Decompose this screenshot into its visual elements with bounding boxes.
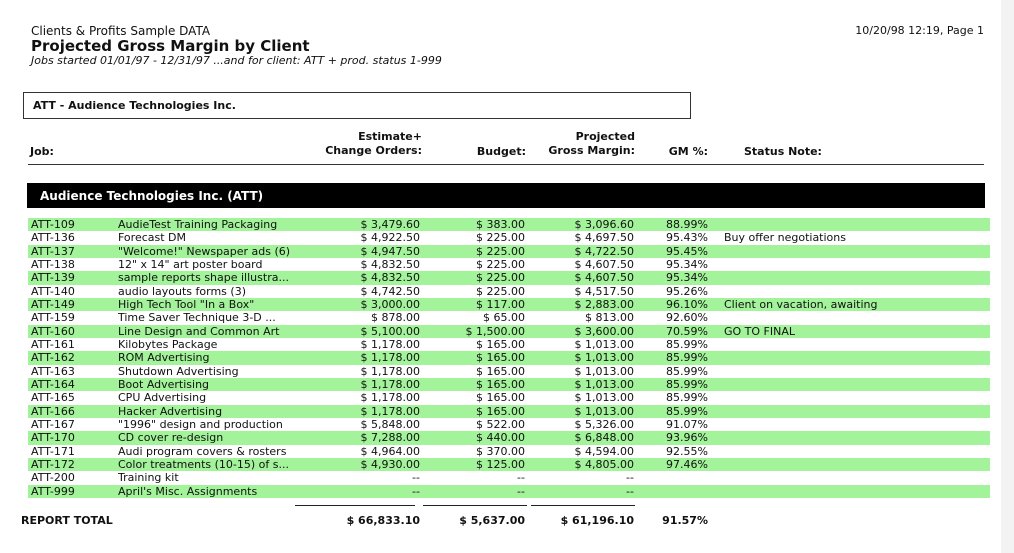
status-note-cell: Buy offer negotiations — [724, 231, 846, 245]
projected-margin-cell: $ 4,722.50 — [574, 244, 634, 258]
estimate-cell: $ 1,178.00 — [360, 364, 420, 378]
budget-cell: $ 125.00 — [476, 457, 525, 471]
estimate-cell: $ 1,178.00 — [360, 391, 420, 405]
gm-pct-cell: 95.34% — [666, 257, 708, 271]
budget-cell: $ 165.00 — [476, 351, 525, 365]
col-pgm-line2: Gross Margin: — [548, 144, 635, 157]
projected-margin-cell: $ 4,594.00 — [574, 444, 634, 458]
budget-cell: $ 370.00 — [476, 444, 525, 458]
budget-cell: -- — [517, 471, 525, 485]
projected-margin-cell: $ 3,600.00 — [574, 324, 634, 338]
job-cell: ATT-109 — [31, 218, 75, 231]
job-cell: ATT-163 — [31, 364, 75, 378]
job-table — [28, 218, 990, 498]
estimate-cell: $ 1,178.00 — [360, 404, 420, 418]
job-cell: ATT-137 — [31, 244, 75, 258]
gm-pct-cell: 91.07% — [666, 417, 708, 431]
projected-margin-cell: $ 3,096.60 — [574, 218, 634, 231]
estimate-cell: $ 878.00 — [371, 311, 420, 325]
description-cell: Kilobytes Package — [118, 337, 218, 351]
description-cell: Training kit — [118, 471, 179, 485]
table-row — [28, 445, 990, 458]
job-cell: ATT-149 — [31, 297, 75, 311]
total-pgm: $ 61,196.10 — [560, 514, 634, 527]
estimate-cell: $ 4,832.50 — [360, 271, 420, 285]
client-banner-label: Audience Technologies Inc. (ATT) — [40, 189, 264, 203]
budget-cell: $ 165.00 — [476, 404, 525, 418]
description-cell: AudieTest Training Packaging — [118, 218, 278, 231]
table-row — [28, 218, 990, 231]
estimate-cell: $ 1,178.00 — [360, 337, 420, 351]
estimate-cell: $ 4,947.50 — [360, 244, 420, 258]
col-pgm-header — [548, 130, 635, 158]
projected-margin-cell: $ 1,013.00 — [574, 377, 634, 391]
gm-pct-cell: 97.46% — [666, 457, 708, 471]
description-cell: "Welcome!" Newspaper ads (6) — [118, 244, 291, 258]
job-cell: ATT-139 — [31, 271, 75, 285]
col-estimate-line2: Change Orders: — [325, 144, 422, 157]
table-row — [28, 405, 990, 418]
col-job-header: Job: — [30, 145, 54, 158]
table-row — [28, 378, 990, 391]
job-cell: ATT-165 — [31, 391, 75, 405]
client-banner — [27, 183, 985, 208]
description-cell: audio layouts forms (3) — [118, 284, 246, 298]
total-rule-pgm — [531, 505, 635, 506]
budget-cell: $ 165.00 — [476, 337, 525, 351]
description-cell: High Tech Tool "In a Box" — [118, 297, 255, 311]
description-cell: Time Saver Technique 3-D ... — [118, 311, 276, 325]
budget-cell: $ 225.00 — [476, 244, 525, 258]
budget-cell: $ 165.00 — [476, 377, 525, 391]
projected-margin-cell: $ 2,883.00 — [574, 297, 634, 311]
gm-pct-cell: 85.99% — [666, 337, 708, 351]
job-cell: ATT-999 — [31, 484, 75, 498]
job-cell: ATT-164 — [31, 377, 75, 391]
report-total-label: REPORT TOTAL — [21, 514, 113, 527]
company-name: Clients & Profits Sample DATA — [31, 24, 211, 38]
job-cell: ATT-166 — [31, 404, 75, 418]
header-rule — [28, 164, 984, 165]
description-cell: Shutdown Advertising — [118, 364, 239, 378]
description-cell: 12" x 14" art poster board — [118, 257, 263, 271]
estimate-cell: $ 1,178.00 — [360, 377, 420, 391]
table-row — [28, 431, 990, 444]
col-estimate-line1: Estimate+ — [358, 130, 422, 143]
budget-cell: -- — [517, 484, 525, 498]
gm-pct-cell: 85.99% — [666, 404, 708, 418]
total-estimate: $ 66,833.10 — [346, 514, 420, 527]
budget-cell: $ 65.00 — [483, 311, 525, 325]
description-cell: CD cover re-design — [118, 431, 224, 445]
budget-cell: $ 225.00 — [476, 257, 525, 271]
job-cell: ATT-170 — [31, 431, 75, 445]
estimate-cell: $ 5,848.00 — [360, 417, 420, 431]
estimate-cell: $ 7,288.00 — [360, 431, 420, 445]
table-row — [28, 285, 990, 298]
projected-margin-cell: $ 1,013.00 — [574, 351, 634, 365]
budget-cell: $ 165.00 — [476, 364, 525, 378]
gm-pct-cell: 95.34% — [666, 271, 708, 285]
gm-pct-cell: 85.99% — [666, 391, 708, 405]
job-cell: ATT-172 — [31, 457, 75, 471]
projected-margin-cell: -- — [626, 471, 634, 485]
job-cell: ATT-200 — [31, 471, 75, 485]
gm-pct-cell: 95.45% — [666, 244, 708, 258]
projected-margin-cell: $ 4,805.00 — [574, 457, 634, 471]
gm-pct-cell: 88.99% — [666, 218, 708, 231]
client-name: ATT - Audience Technologies Inc. — [33, 99, 236, 112]
gm-pct-cell: 85.99% — [666, 377, 708, 391]
budget-cell: $ 225.00 — [476, 284, 525, 298]
description-cell: CPU Advertising — [118, 391, 207, 405]
table-row — [28, 351, 990, 364]
estimate-cell: $ 3,479.60 — [360, 218, 420, 231]
gm-pct-cell: 95.26% — [666, 284, 708, 298]
report-title: Projected Gross Margin by Client — [31, 37, 310, 55]
col-budget-header: Budget: — [476, 145, 526, 158]
job-cell: ATT-138 — [31, 257, 75, 271]
estimate-cell: $ 3,000.00 — [360, 297, 420, 311]
projected-margin-cell: $ 4,607.50 — [574, 257, 634, 271]
budget-cell: $ 440.00 — [476, 431, 525, 445]
window-edge — [1001, 0, 1014, 553]
gm-pct-cell: 92.55% — [666, 444, 708, 458]
projected-margin-cell: $ 4,607.50 — [574, 271, 634, 285]
budget-cell: $ 1,500.00 — [465, 324, 525, 338]
description-cell: ROM Advertising — [118, 351, 210, 365]
job-cell: ATT-159 — [31, 311, 75, 325]
estimate-cell: $ 4,832.50 — [360, 257, 420, 271]
budget-cell: $ 117.00 — [476, 297, 525, 311]
description-cell: Audi program covers & rosters — [118, 444, 287, 458]
description-cell: Boot Advertising — [118, 377, 210, 391]
total-rule-budget — [423, 505, 527, 506]
projected-margin-cell: $ 4,697.50 — [574, 231, 634, 245]
table-row — [28, 338, 990, 351]
table-row — [28, 471, 990, 484]
table-row — [28, 325, 990, 338]
projected-margin-cell: -- — [626, 484, 634, 498]
col-pgm-line1: Projected — [575, 130, 635, 143]
job-cell: ATT-160 — [31, 324, 75, 338]
projected-margin-cell: $ 6,848.00 — [574, 431, 634, 445]
date-page-stamp: 10/20/98 12:19, Page 1 — [855, 24, 984, 37]
estimate-cell: $ 5,100.00 — [360, 324, 420, 338]
table-row — [28, 245, 990, 258]
description-cell: sample reports shape illustra... — [118, 271, 289, 285]
job-cell: ATT-140 — [31, 284, 75, 298]
gm-pct-cell: 95.43% — [666, 231, 708, 245]
estimate-cell: -- — [412, 484, 420, 498]
description-cell: "1996" design and production — [118, 417, 283, 431]
budget-cell: $ 165.00 — [476, 391, 525, 405]
gm-pct-cell: 92.60% — [666, 311, 708, 325]
col-status-header: Status Note: — [744, 145, 822, 158]
job-cell: ATT-161 — [31, 337, 75, 351]
table-row — [28, 391, 990, 404]
projected-margin-cell: $ 5,326.00 — [574, 417, 634, 431]
estimate-cell: $ 4,930.00 — [360, 457, 420, 471]
status-note-cell: Client on vacation, awaiting — [724, 297, 878, 311]
estimate-cell: $ 1,178.00 — [360, 351, 420, 365]
gm-pct-cell: 93.96% — [666, 431, 708, 445]
projected-margin-cell: $ 1,013.00 — [574, 337, 634, 351]
description-cell: April's Misc. Assignments — [118, 484, 258, 498]
table-row — [28, 258, 990, 271]
total-gm-pct: 91.57% — [662, 514, 708, 527]
projected-margin-cell: $ 813.00 — [585, 311, 634, 325]
budget-cell: $ 383.00 — [476, 218, 525, 231]
description-cell: Forecast DM — [118, 231, 187, 245]
report-criteria: Jobs started 01/01/97 - 12/31/97 ...and for client: ATT + prod. status 1-999 — [31, 54, 442, 67]
table-row — [28, 271, 990, 284]
table-row — [28, 298, 990, 311]
projected-margin-cell: $ 1,013.00 — [574, 404, 634, 418]
budget-cell: $ 225.00 — [476, 271, 525, 285]
estimate-cell: $ 4,742.50 — [360, 284, 420, 298]
job-cell: ATT-162 — [31, 351, 75, 365]
estimate-cell: $ 4,964.00 — [360, 444, 420, 458]
budget-cell: $ 225.00 — [476, 231, 525, 245]
total-rule-estimate — [295, 505, 415, 506]
col-estimate-header — [325, 130, 422, 158]
table-row — [28, 458, 990, 471]
table-row — [28, 418, 990, 431]
gm-pct-cell: 85.99% — [666, 351, 708, 365]
gm-pct-cell: 96.10% — [666, 297, 708, 311]
status-note-cell: GO TO FINAL — [724, 324, 796, 338]
projected-margin-cell: $ 4,517.50 — [574, 284, 634, 298]
estimate-cell: $ 4,922.50 — [360, 231, 420, 245]
projected-margin-cell: $ 1,013.00 — [574, 391, 634, 405]
budget-cell: $ 522.00 — [476, 417, 525, 431]
job-cell: ATT-136 — [31, 231, 75, 245]
gm-pct-cell: 85.99% — [666, 364, 708, 378]
job-cell: ATT-171 — [31, 444, 75, 458]
table-row — [28, 485, 990, 498]
description-cell: Line Design and Common Art — [118, 324, 280, 338]
col-gm-pct-header: GM %: — [668, 145, 708, 158]
table-row — [28, 311, 990, 324]
projected-margin-cell: $ 1,013.00 — [574, 364, 634, 378]
table-row — [28, 231, 990, 244]
table-row — [28, 365, 990, 378]
description-cell: Hacker Advertising — [118, 404, 223, 418]
total-budget: $ 5,637.00 — [459, 514, 525, 527]
job-cell: ATT-167 — [31, 417, 75, 431]
client-header-box — [23, 92, 691, 119]
gm-pct-cell: 70.59% — [666, 324, 708, 338]
description-cell: Color treatments (10-15) of s... — [118, 457, 289, 471]
estimate-cell: -- — [412, 471, 420, 485]
